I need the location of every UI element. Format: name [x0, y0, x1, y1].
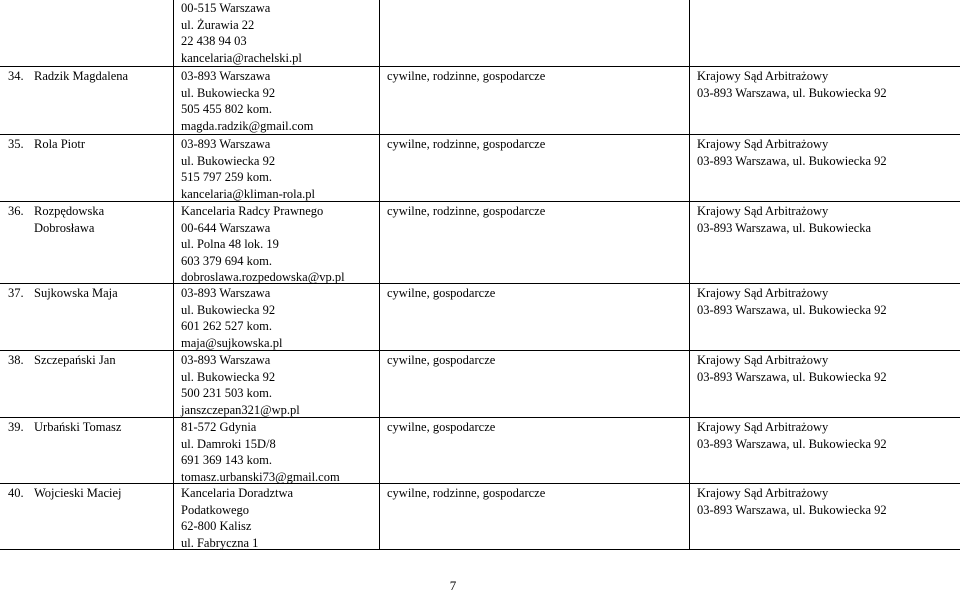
specialization-text: cywilne, gospodarcze: [387, 353, 496, 367]
specialization-text: cywilne, gospodarcze: [387, 420, 496, 434]
table-row-court-cell: [697, 203, 871, 236]
address-line: 03-893 Warszawa: [181, 137, 271, 151]
email-link[interactable]: maja@sujkowska.pl: [181, 335, 283, 350]
address-line: ul. Bukowiecka 92: [181, 153, 276, 168]
address-line-justified: [181, 485, 380, 502]
address-line: 691 369 143 kom.: [181, 453, 272, 467]
address-line: 81-572 Gdynia: [181, 420, 257, 434]
email-link[interactable]: kancelaria@kliman-rola.pl: [181, 186, 316, 201]
address-line: ul. Damroki 15D/8: [181, 436, 276, 451]
row-number: 37.: [8, 286, 24, 300]
table-row-address-cell: [181, 419, 340, 485]
table-row-address-cell: [181, 136, 315, 202]
email-link[interactable]: tomasz.urbanski73@gmail.com: [181, 469, 340, 484]
table-row-name-cell: [8, 485, 122, 502]
address-line: 601 262 527 kom.: [181, 319, 272, 333]
table-row-court-cell: [697, 485, 887, 518]
court-address: 03-893 Warszawa, ul. Bukowiecka 92: [697, 369, 887, 384]
table-row-address-cell: [181, 203, 345, 286]
address-line: ul. Bukowiecka 92: [181, 302, 276, 317]
person-name: Radzik Magdalena: [34, 69, 129, 83]
row-number: 39.: [8, 420, 24, 434]
specialization-text: cywilne, rodzinne, gospodarcze: [387, 69, 546, 83]
table-row-specialization-cell: [387, 419, 495, 436]
column-divider: [689, 0, 690, 549]
row-divider: [0, 417, 960, 418]
person-name-continued: Dobrosława: [34, 220, 95, 235]
row-number: 36.: [8, 204, 24, 218]
specialization-text: cywilne, rodzinne, gospodarcze: [387, 204, 546, 218]
table-row-name-cell: [8, 419, 121, 436]
address-line: ul. Polna 48 lok. 19: [181, 237, 279, 251]
email-link[interactable]: dobroslawa.rozpedowska@vp.pl: [181, 270, 345, 284]
court-name: Krajowy Sąd Arbitrażowy: [697, 420, 829, 434]
address-line: Podatkowego: [181, 502, 250, 517]
court-address: 03-893 Warszawa, ul. Bukowiecka 92: [697, 153, 887, 168]
email-link[interactable]: janszczepan321@wp.pl: [181, 402, 300, 417]
table-row-address-cell: [181, 285, 282, 351]
court-name: Krajowy Sąd Arbitrażowy: [697, 286, 829, 300]
row-divider: [0, 483, 960, 484]
address-line: 00-644 Warszawa: [181, 220, 271, 235]
table-row-address-cell: [181, 352, 300, 418]
court-address: 03-893 Warszawa, ul. Bukowiecka 92: [697, 436, 887, 451]
row-divider: [0, 350, 960, 351]
address-line: 03-893 Warszawa: [181, 286, 271, 300]
court-name: Krajowy Sąd Arbitrażowy: [697, 353, 829, 367]
court-name: Krajowy Sąd Arbitrażowy: [697, 204, 829, 218]
person-name: Szczepański Jan: [34, 353, 116, 367]
address-line: kancelaria@rachelski.pl: [181, 50, 302, 65]
row-number: 35.: [8, 137, 24, 151]
row-divider: [0, 201, 960, 202]
address-line: ul. Fabryczna 1: [181, 535, 259, 550]
row-divider: [0, 283, 960, 284]
table-row-specialization-cell: [387, 136, 545, 153]
table-row-court-cell: [697, 419, 887, 452]
table-row-specialization-cell: [387, 203, 545, 220]
table-row-address-cell: [181, 68, 313, 134]
continuation-address-cell: [181, 0, 302, 66]
row-divider: [0, 66, 960, 67]
table-row-name-cell: [8, 136, 85, 153]
address-line: 500 231 503 kom.: [181, 386, 272, 400]
table-row-name-cell: [8, 285, 118, 302]
address-line: 22 438 94 03: [181, 34, 247, 48]
address-line: 603 379 694 kom.: [181, 253, 272, 268]
court-address: 03-893 Warszawa, ul. Bukowiecka 92: [697, 302, 887, 317]
person-name: Urbański Tomasz: [34, 420, 122, 434]
table-row-court-cell: [697, 68, 887, 101]
court-name: Krajowy Sąd Arbitrażowy: [697, 486, 829, 500]
table-row-court-cell: [697, 352, 887, 385]
table-row-specialization-cell: [387, 485, 545, 502]
person-name: Wojcieski Maciej: [34, 486, 122, 500]
row-divider: [0, 549, 960, 550]
address-word: Doradztwa: [238, 486, 294, 500]
row-number: 34.: [8, 69, 24, 83]
page-number: 7: [449, 578, 457, 593]
address-line: 00-515 Warszawa: [181, 1, 271, 15]
address-line: 515 797 259 kom.: [181, 170, 272, 184]
column-divider: [379, 0, 380, 549]
row-number: 40.: [8, 486, 24, 500]
table-row-name-cell: [8, 203, 104, 236]
court-address: 03-893 Warszawa, ul. Bukowiecka: [697, 220, 872, 235]
address-line: 505 455 802 kom.: [181, 102, 272, 116]
specialization-text: cywilne, rodzinne, gospodarcze: [387, 486, 546, 500]
court-name: Krajowy Sąd Arbitrażowy: [697, 137, 829, 151]
specialization-text: cywilne, gospodarcze: [387, 286, 496, 300]
court-address: 03-893 Warszawa, ul. Bukowiecka 92: [697, 85, 887, 100]
table-row-name-cell: [8, 352, 116, 369]
table-row-specialization-cell: [387, 285, 495, 302]
address-line: 62-800 Kalisz: [181, 519, 252, 533]
table-row-court-cell: [697, 136, 887, 169]
address-line: Kancelaria Radcy Prawnego: [181, 204, 324, 218]
person-name: Sujkowska Maja: [34, 286, 118, 300]
address-line: ul. Bukowiecka 92: [181, 85, 276, 100]
specialization-text: cywilne, rodzinne, gospodarcze: [387, 137, 546, 151]
address-word: Kancelaria: [181, 486, 236, 500]
person-name: Rozpędowska: [34, 204, 105, 218]
address-line: ul. Żurawia 22: [181, 17, 255, 32]
table-row-specialization-cell: [387, 352, 495, 369]
column-divider: [173, 0, 174, 549]
email-link[interactable]: magda.radzik@gmail.com: [181, 118, 314, 133]
row-number: 38.: [8, 353, 24, 367]
court-address: 03-893 Warszawa, ul. Bukowiecka 92: [697, 502, 887, 517]
row-divider: [0, 134, 960, 135]
person-name: Rola Piotr: [34, 137, 86, 151]
address-line: ul. Bukowiecka 92: [181, 369, 276, 384]
court-name: Krajowy Sąd Arbitrażowy: [697, 69, 829, 83]
table-row-name-cell: [8, 68, 128, 85]
table-row-address-cell: [181, 485, 380, 551]
table-row-specialization-cell: [387, 68, 545, 85]
address-line: 03-893 Warszawa: [181, 69, 271, 83]
address-line: 03-893 Warszawa: [181, 353, 271, 367]
table-row-court-cell: [697, 285, 887, 318]
